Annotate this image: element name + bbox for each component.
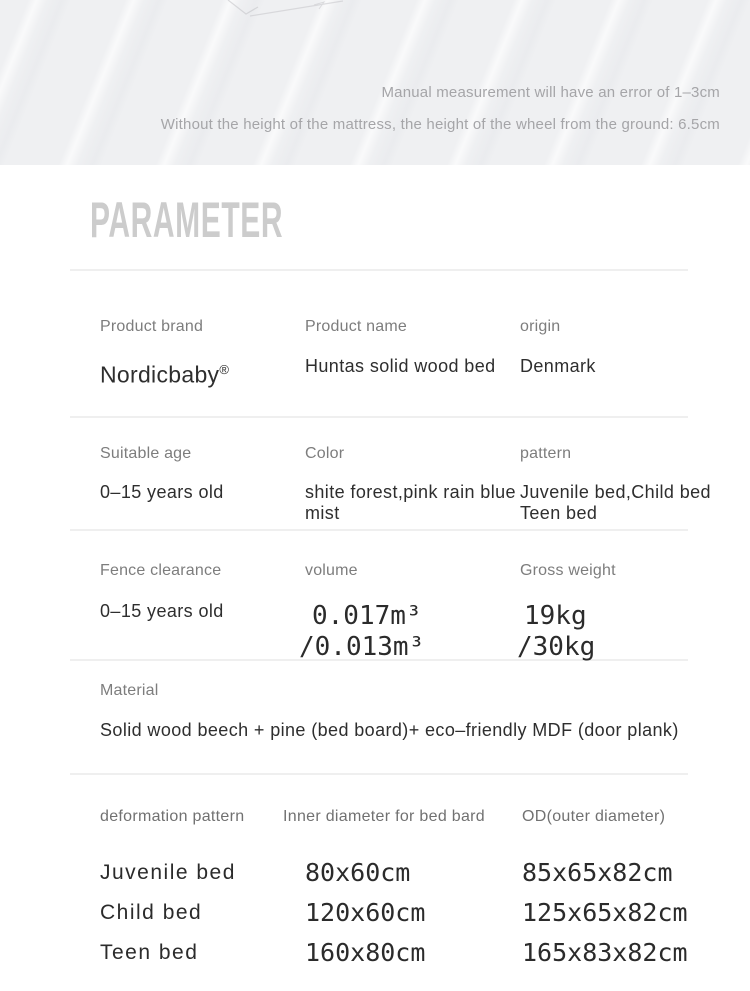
origin-label: origin [520,318,561,335]
volume-label: volume [305,562,358,579]
material-label: Material [100,682,159,699]
title-section [0,165,750,269]
color-value: shite forest,pink rain blue mist [305,482,516,523]
table-row-teen-bed [0,933,750,973]
pattern-label: pattern [520,445,572,462]
product-name-label: Product name [305,318,408,335]
table-row-juvenile-bed [0,853,750,893]
header-outer-diameter: OD(outer diameter) [522,808,666,825]
inner-size: 120x60cm [305,898,426,927]
size-table-section [0,775,750,991]
volume-value: 0.017m³ /0.013m³ [299,601,425,662]
color-cell [305,444,520,529]
gross-weight-value: 19kg /30kg [517,601,596,662]
bed-type: Juvenile bed [100,861,236,884]
origin-value: Denmark [520,356,596,376]
registered-mark: ® [219,362,230,377]
pattern-cell [520,444,722,529]
product-brand-label: Product brand [100,318,204,335]
product-brand-value: Nordicbaby® [100,361,230,388]
origin-cell [520,317,722,416]
gross-weight-cell [517,561,722,663]
outer-size: 125x65x82cm [522,898,688,927]
banner [0,0,750,165]
fence-clearance-value: 0–15 years old [100,601,224,621]
pattern-value: Juvenile bed,Child bed Teen bed [520,482,711,523]
banner-notes [161,85,720,149]
outer-size: 85x65x82cm [522,858,673,887]
material-value: Solid wood beech + pine (bed board)+ eco–friendly MDF (door plank) [100,720,679,740]
product-name-cell [305,317,520,416]
header-inner-diameter: Inner diameter for bed bard [283,808,485,825]
color-label: Color [305,445,345,462]
page-title: PARAMETER [90,192,284,248]
material-section [0,661,750,773]
product-name-value: Huntas solid wood bed [305,356,496,376]
bed-type: Teen bed [100,941,199,964]
suitable-age-cell [100,444,305,529]
wheel-height-note: Without the height of the mattress, the height of the wheel from the ground: 6.5cm [160,116,720,133]
spec-row-brand-name-origin [0,271,750,416]
header-deformation-pattern: deformation pattern [100,808,245,825]
measurement-error-note: Manual measurement will have an error of 1–3cm [381,84,720,101]
bed-sketch-icon [198,0,348,20]
outer-size: 165x83x82cm [522,938,688,967]
spec-row-age-color-pattern [0,418,750,529]
size-table-header [0,808,750,826]
inner-size: 80x60cm [305,858,411,887]
gross-weight-label: Gross weight [520,562,616,579]
table-row-child-bed [0,893,750,933]
product-brand-cell [100,317,305,416]
suitable-age-label: Suitable age [100,445,192,462]
volume-cell [299,561,520,663]
bed-type: Child bed [100,901,203,924]
fence-clearance-label: Fence clearance [100,562,222,579]
spec-row-fence-volume-weight [0,531,750,662]
inner-size: 160x80cm [305,938,426,967]
fence-clearance-cell [100,561,305,663]
size-table-body [0,853,750,973]
suitable-age-value: 0–15 years old [100,482,224,502]
